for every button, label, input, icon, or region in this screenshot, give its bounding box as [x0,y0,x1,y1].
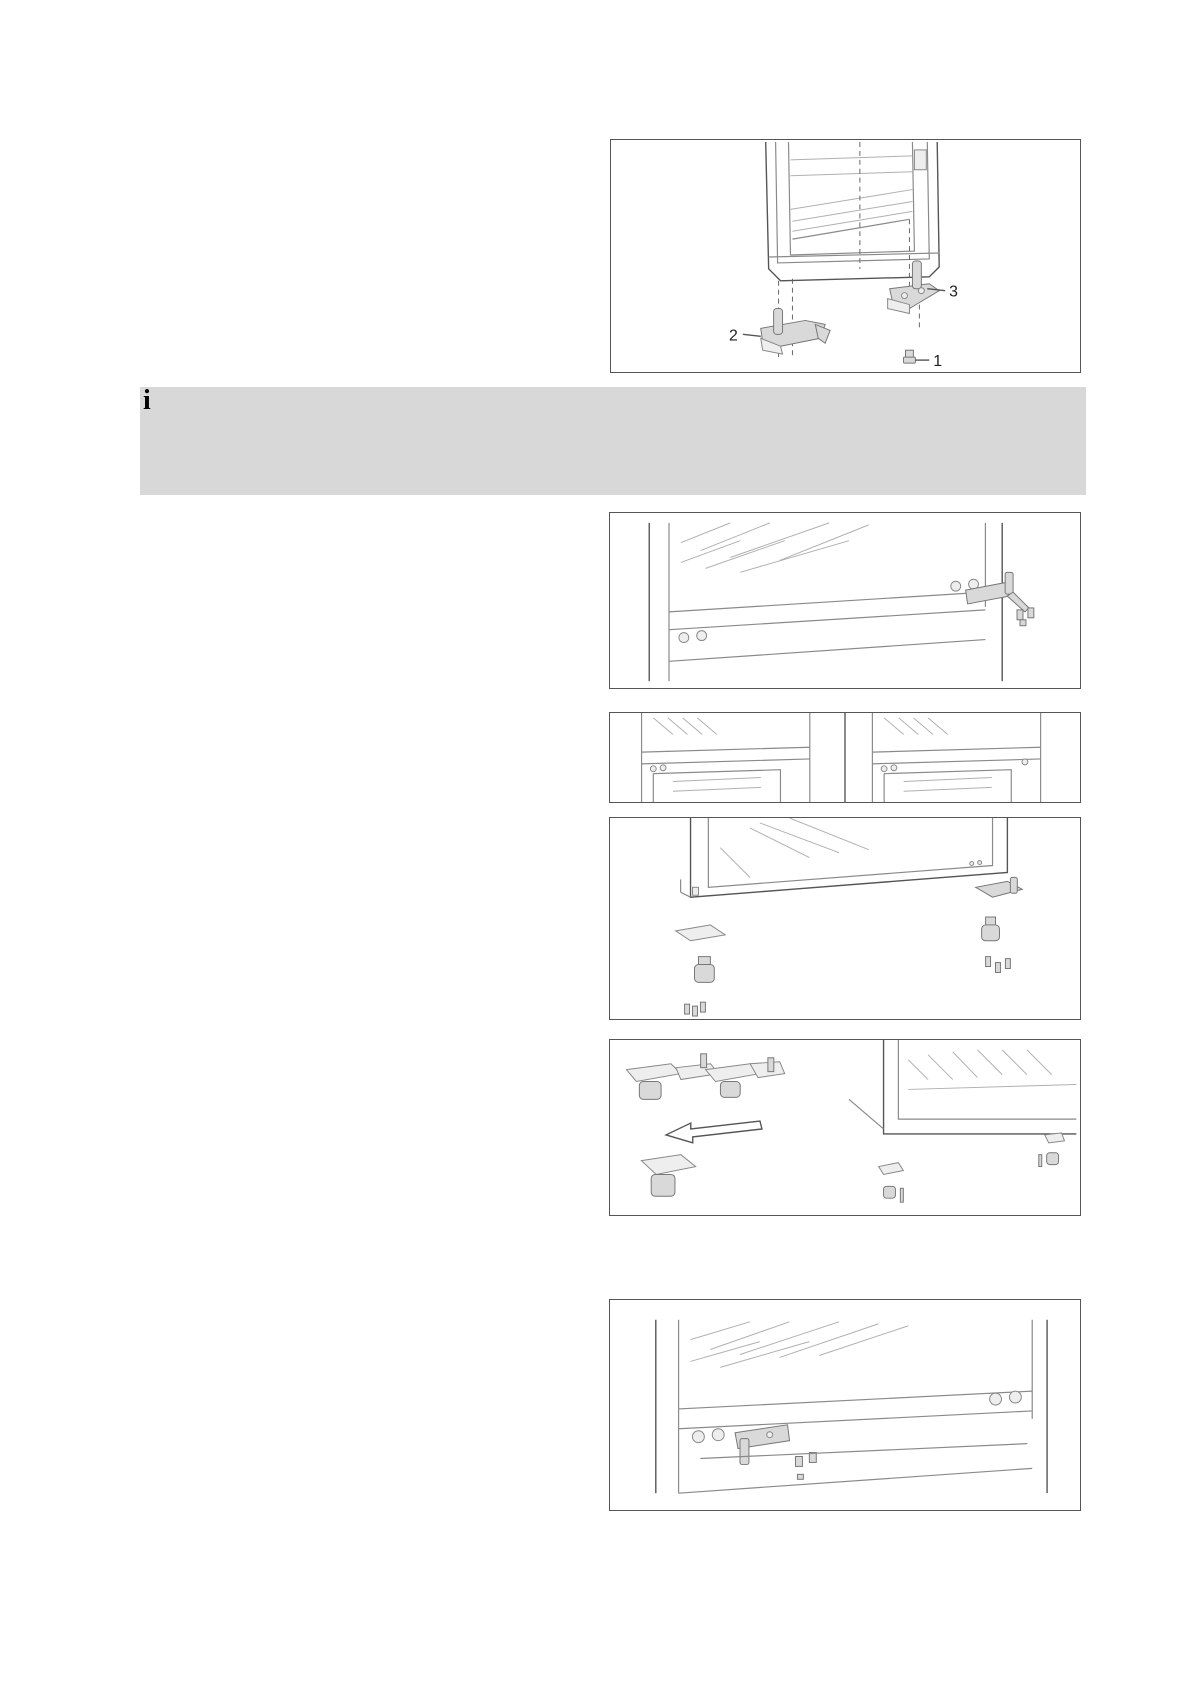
callout-3: 3 [949,283,958,301]
fit-hinge-illustration [610,1300,1080,1510]
figure-remove-middle-hinge [609,512,1081,689]
left-foot-assembly [676,925,726,1016]
figure-fit-hinge-left [609,1299,1081,1511]
callout-2: 2 [729,327,738,345]
arrow-left-icon [666,1121,762,1143]
cabinet-view-left [642,713,810,802]
parts-group-bottom [641,1155,695,1197]
cabinet-view-right [872,713,1040,802]
left-hinge [735,1425,789,1465]
info-note [140,387,1086,495]
hinge-part-2 [761,309,830,355]
small-parts [879,1133,1065,1202]
bottom-hinge-illustration [610,818,1080,1019]
figure-cover-caps [609,712,1081,803]
hinge-part-3 [888,261,940,314]
middle-hinge-illustration [610,513,1080,688]
door-hinge-illustration [611,140,1080,372]
right-foot-assembly [976,877,1023,972]
cabinet-corner [849,1040,1076,1134]
info-icon: i [143,385,151,416]
cover-caps-illustration [610,713,1080,802]
parts-group-top [626,1054,784,1099]
screw-part-1 [904,350,916,363]
callout-1: 1 [933,353,943,371]
figure-door-hinge-parts [610,139,1081,373]
swap-parts-illustration [610,1040,1080,1215]
figure-remove-bottom-hinge [609,817,1081,1020]
figure-swap-hinge-foot [609,1039,1081,1216]
screws [795,1453,816,1480]
